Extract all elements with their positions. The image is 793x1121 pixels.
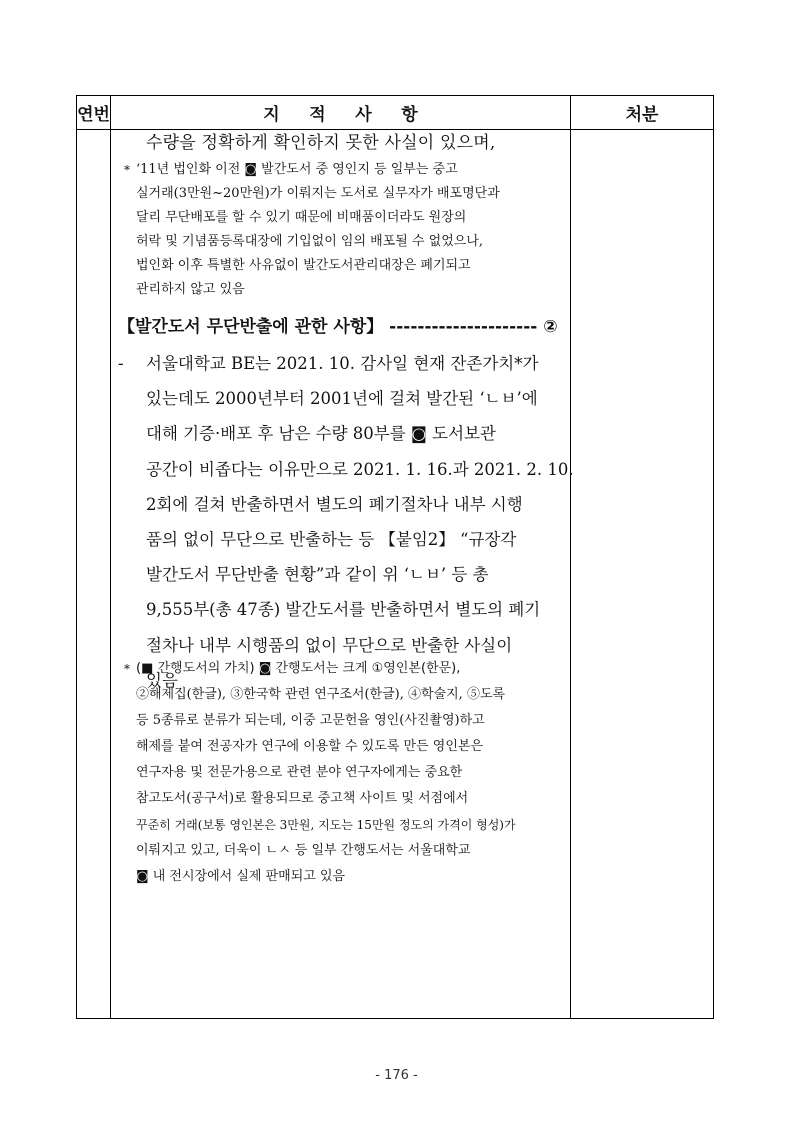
- header-findings: 지 적 사 항: [263, 105, 418, 125]
- bullet-dash: -: [118, 354, 124, 373]
- footnote-star: *: [124, 662, 130, 676]
- header-year: 연번: [77, 105, 110, 125]
- header-action: 처분: [625, 105, 659, 125]
- footnote-1-line: 허락 및 기념품등록대장에 기입없이 임의 배포될 수 없었으나,: [136, 234, 484, 249]
- footnote-1-line: ‘11년 법인화 이전 ◙ 발간도서 중 영인지 등 일부는 중고: [136, 162, 458, 177]
- main-line: 있는데도 2000년부터 2001년에 걸쳐 발간된 ‘ㄴㅂ’에: [146, 389, 538, 409]
- footnote-1-line: 실거래(3만원~20만원)가 이뤄지는 도서로 실무자가 배포명단과: [136, 186, 500, 201]
- paragraph-1: 수량을 정확하게 확인하지 못한 사실이 있으며,: [146, 133, 496, 153]
- footnote-2-line: 해제를 붙여 전공자가 연구에 이용할 수 있도록 만든 영인본은: [136, 739, 484, 754]
- column-divider: [570, 96, 571, 1018]
- main-paragraph: [118, 346, 574, 698]
- column-divider: [110, 96, 111, 1018]
- main-line: 발간도서 무단반출 현황”과 같이 위 ‘ㄴㅂ’ 등 총: [146, 565, 489, 585]
- main-line: 있음: [146, 670, 178, 690]
- footnote-2-line: 참고도서(공구서)로 활용되므로 중고책 사이트 및 서점에서: [136, 791, 469, 806]
- footnote-1-line: 법인화 이후 특별한 사유없이 발간도서관리대장은 폐기되고: [136, 258, 471, 273]
- main-line: 대해 기증·배포 후 남은 수량 80부를 ◙ 도서보관: [146, 424, 496, 444]
- footnote-2-line: (■ 간행도서의 가치) ◙ 간행도서는 크게 ①영인본(한문),: [136, 661, 461, 676]
- footnote-star: *: [124, 163, 130, 177]
- footnote-2-line: ◙ 내 전시장에서 실제 판매되고 있음: [136, 869, 346, 884]
- main-line: 품의 없이 무단으로 반출하는 등 【붙임2】 “규장각: [146, 530, 517, 550]
- footnote-2-line: 연구자용 및 전문가용으로 관련 분야 연구자에게는 중요한: [136, 765, 463, 780]
- section-heading: 【발간도서 무단반출에 관한 사항】 --------------------- ②: [118, 317, 558, 337]
- footnote-2-line: 등 5종류로 분류가 되는데, 이중 고문헌을 영인(사진촬영)하고: [136, 713, 485, 728]
- footnote-2-line: 이뤄지고 있고, 더욱이 ㄴㅅ 등 일부 간행도서는 서울대학교: [136, 843, 471, 858]
- footnote-2: [124, 656, 566, 890]
- main-line: 9,555부(총 47종) 발간도서를 반출하면서 별도의 폐기: [146, 600, 541, 620]
- footnote-2-line: ②해제집(한글), ③한국학 관련 연구조서(한글), ④학술지, ⑤도록: [136, 687, 506, 702]
- main-line: 2회에 걸쳐 반출하면서 별도의 폐기절차나 내부 시행: [146, 494, 523, 514]
- footnote-1: [124, 158, 566, 302]
- footnote-1-line: 관리하지 않고 있음: [136, 282, 245, 297]
- main-line: 공간이 비좁다는 이유만으로 2021. 1. 16.과 2021. 2. 10.: [146, 459, 574, 479]
- page-number: - 176 -: [375, 1068, 418, 1083]
- main-line: 서울대학교 BE는 2021. 10. 감사일 현재 잔존가치*가: [146, 354, 539, 373]
- footnote-1-line: 달리 무단배포를 할 수 있기 때문에 비매품이더라도 원장의: [136, 210, 467, 225]
- main-line: 절차나 내부 시행품의 없이 무단으로 반출한 사실이: [146, 635, 513, 655]
- footnote-2-line: 꾸준히 거래(보통 영인본은 3만원, 지도는 15만원 정도의 가격이 형성)가: [136, 818, 516, 832]
